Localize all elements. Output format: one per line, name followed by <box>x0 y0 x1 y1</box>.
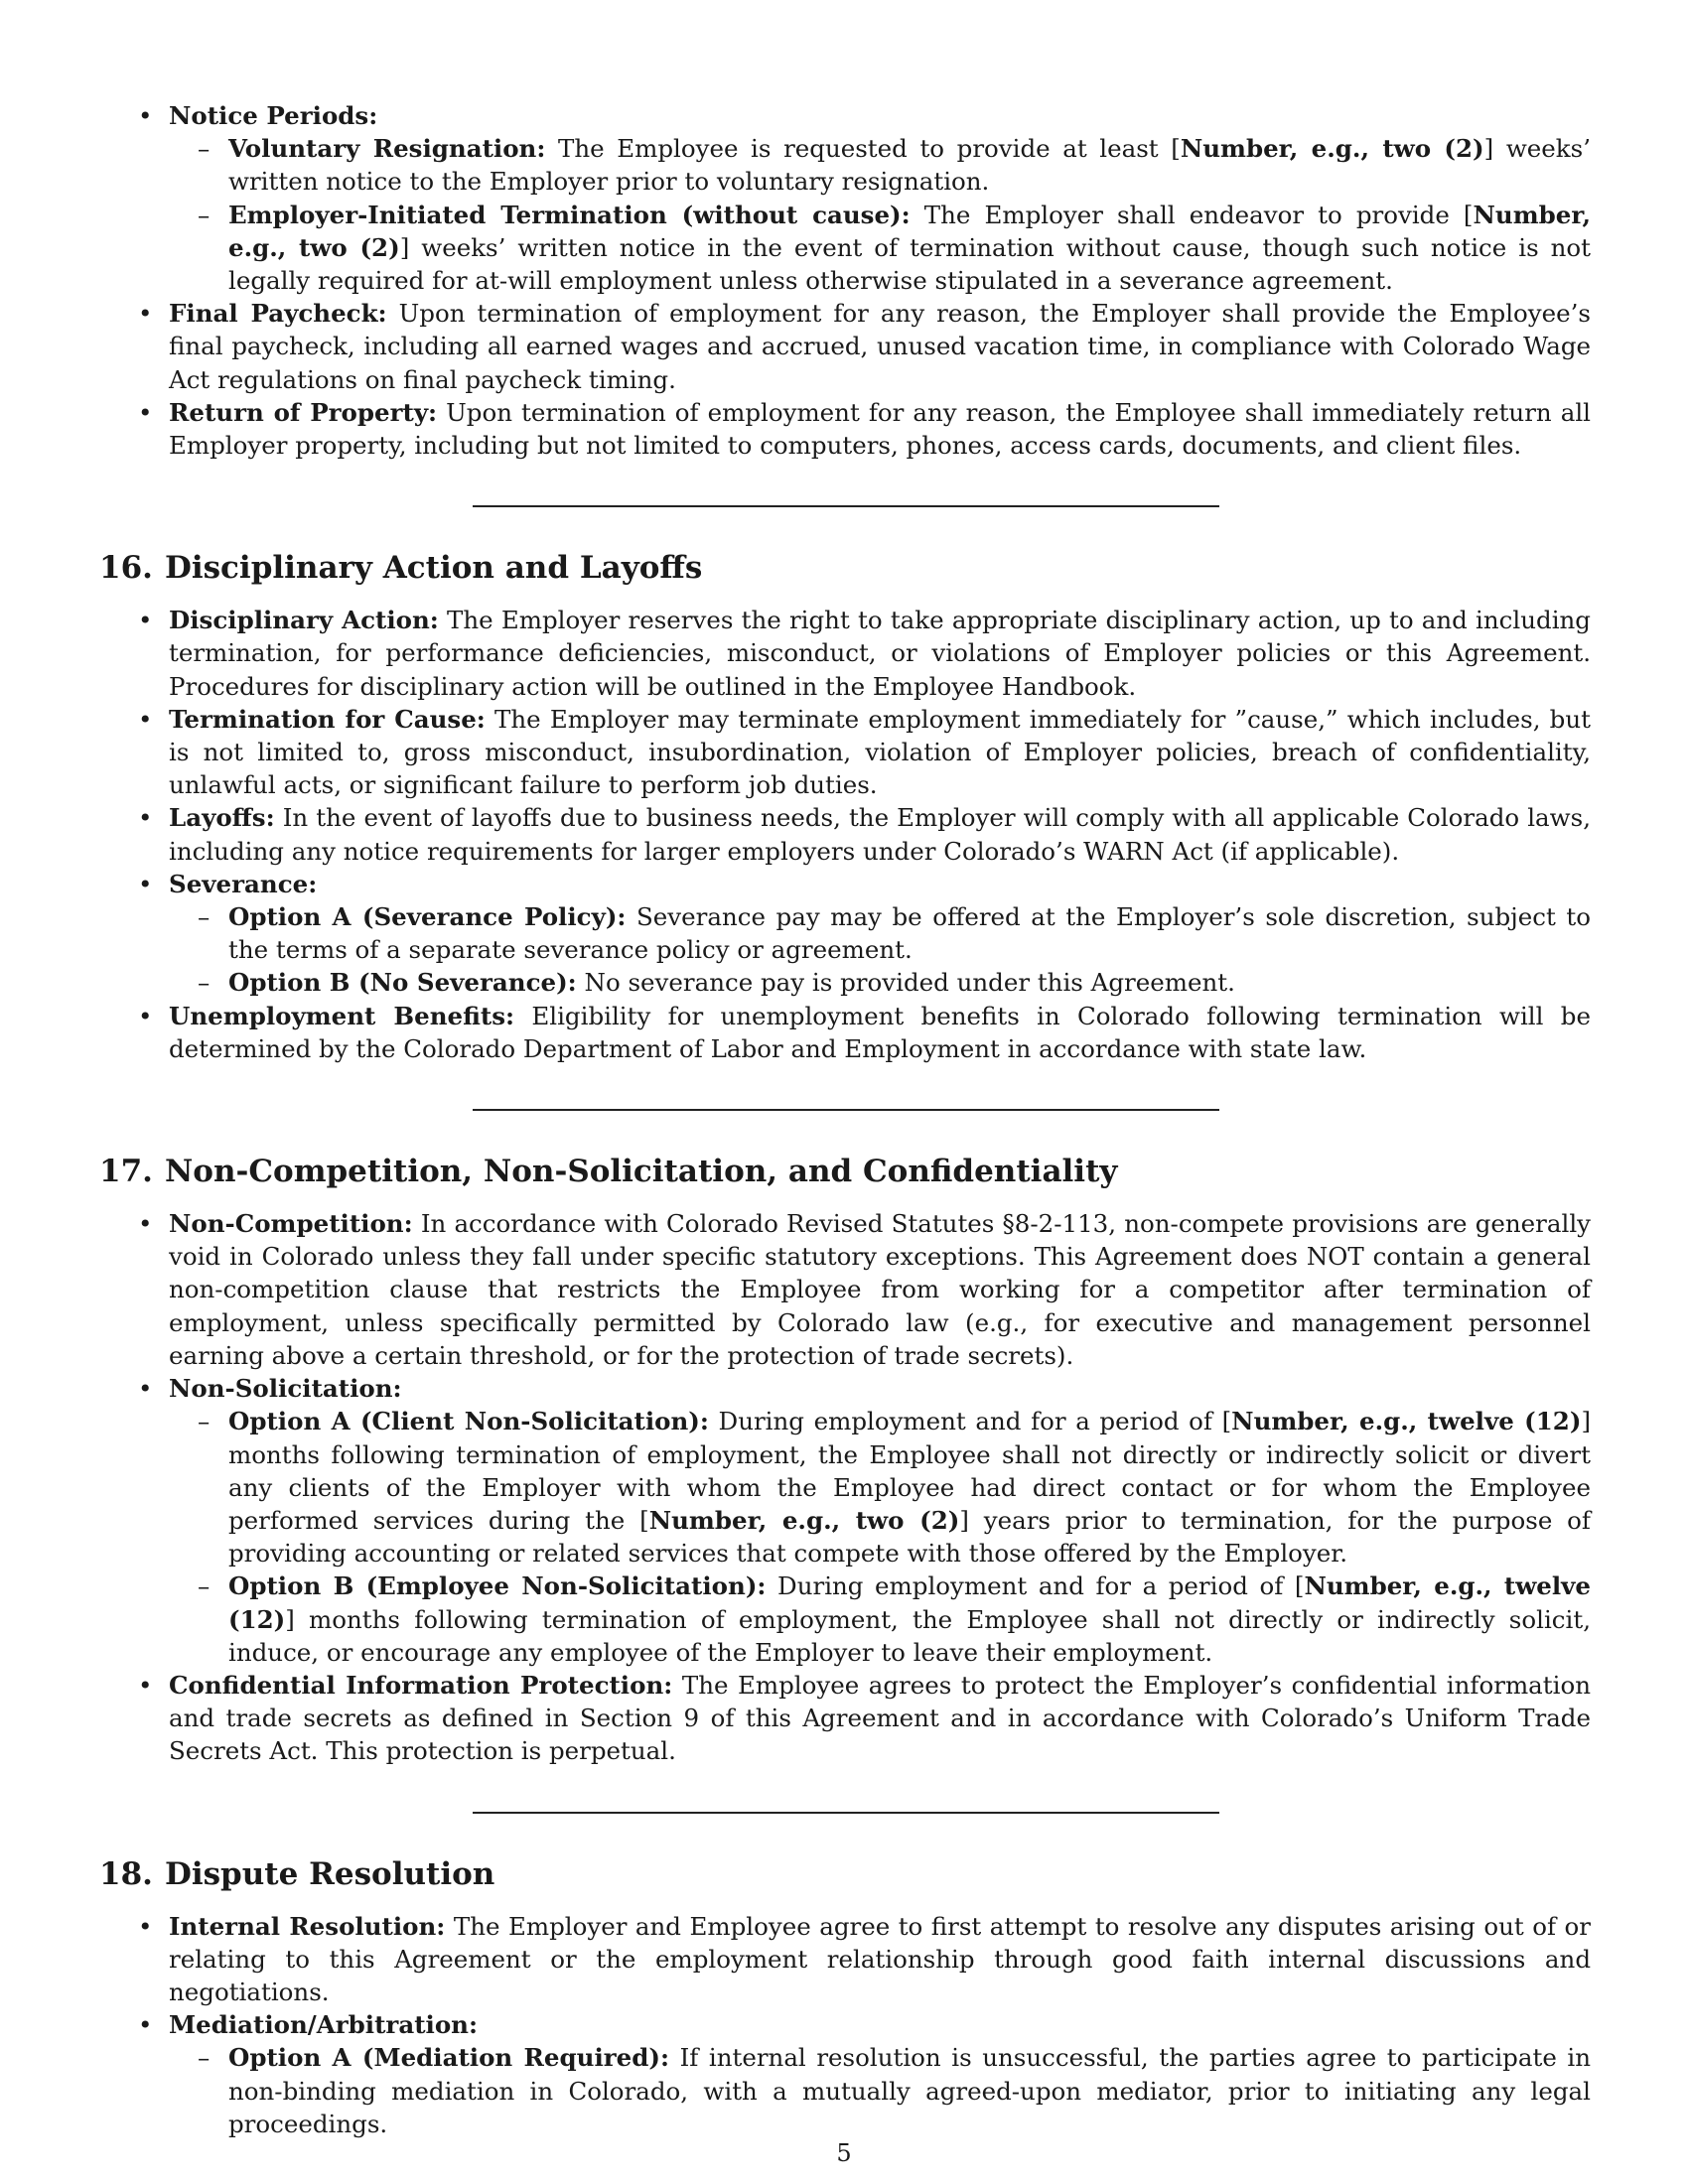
list-item-employer-initiated-termination: – Employer-Initiated Termination (without cause): The Employer shall endeavor to provide [Number, e.g., two (2)] weeks’ written notice in the event of termination without cause, though such notice is not legally required for at-will employment unless otherwise stipulated in a severance agreement. <box>169 199 1591 298</box>
list-item-termination-for-cause: • Termination for Cause: The Employer may terminate employment immediately for ”cause,” which includes, but is not limited to, gross misconduct, insubordination, violation of Employer policies, breach of confidentiality, unlawful acts, or significant failure to perform job duties. <box>99 703 1591 802</box>
list-item-confidential-information: • Confidential Information Protection: The Employee agrees to protect the Employer’s confidential information and trade secrets as defined in Section 9 of this Agreement and in accordance with Colorado’s Uniform Trade Secrets Act. This protection is perpetual. <box>99 1669 1591 1768</box>
list-item-client-non-solicitation: – Option A (Client Non-Solicitation): During employment and for a period of [Number, e.g., twelve (12)] months following termination of employment, the Employee shall not directly or indirectly solicit or divert any clients of the Employer with whom the Employee had direct contact or for whom the Employee performed services during the [Number, e.g., two (2)] years prior to termination, for the purpose of providing accounting or related services that compete with those offered by the Employer. <box>169 1405 1591 1570</box>
item-label: Employer-Initiated Termination (without cause): <box>228 200 911 229</box>
non-solicitation-sublist <box>169 1405 1591 1669</box>
item-label: Option A (Mediation Required): <box>228 2043 670 2073</box>
list-item-notice-periods <box>99 99 1591 297</box>
list-item-return-of-property: • Return of Property: Upon termination of employment for any reason, the Employee shall immediately return all Employer property, including but not limited to computers, phones, access cards, documents, and client files. <box>99 396 1591 462</box>
section-divider <box>473 1812 1219 1814</box>
item-label: Internal Resolution: <box>169 1911 446 1941</box>
list-item-disciplinary-action: • Disciplinary Action: The Employer reserves the right to take appropriate disciplinary action, up to and including termination, for performance deficiencies, misconduct, or violations of Employer policies or this Agreement. Procedures for disciplinary action will be outlined in the Employee Handbook. <box>99 604 1591 703</box>
item-label: Non-Competition: <box>169 1209 413 1239</box>
section16-list <box>99 604 1591 1065</box>
section17-list <box>99 1207 1591 1767</box>
item-label: Option A (Client Non-Solicitation): <box>228 1407 709 1436</box>
list-item-voluntary-resignation: – Voluntary Resignation: The Employee is requested to provide at least [Number, e.g., two (2)] weeks’ written notice to the Employer prior to voluntary resignation. <box>169 132 1591 198</box>
item-label: Option A (Severance Policy): <box>228 902 627 932</box>
item-label: Notice Periods: <box>169 101 378 130</box>
list-item-non-solicitation <box>99 1372 1591 1669</box>
item-label: Voluntary Resignation: <box>228 134 546 164</box>
section-divider <box>473 505 1219 507</box>
list-item-mediation-arbitration <box>99 2008 1591 2140</box>
list-item-severance-option-a: – Option A (Severance Policy): Severance pay may be offered at the Employer’s sole discretion, subject to the terms of a separate severance policy or agreement. <box>169 900 1591 966</box>
severance-sublist <box>169 900 1591 1000</box>
list-item-layoffs: • Layoffs: In the event of layoffs due to business needs, the Employer will comply with all applicable Colorado laws, including any notice requirements for larger employers under Colorado’s WARN Act (if applicable). <box>99 801 1591 867</box>
item-label: Non-Solicitation: <box>169 1374 402 1404</box>
section-heading-16: 16. Disciplinary Action and Layoffs <box>99 550 703 587</box>
item-label: Return of Property: <box>169 397 438 427</box>
list-item-mediation-option-a: – Option A (Mediation Required): If internal resolution is unsuccessful, the parties agree to participate in non-binding mediation in Colorado, with a mutually agreed-upon mediator, prior to initiating any legal proceedings. <box>169 2041 1591 2140</box>
list-item-employee-non-solicitation: – Option B (Employee Non-Solicitation): During employment and for a period of [Number, e.g., twelve (12)] months following termination of employment, the Employee shall not directly or indirectly solicit, induce, or encourage any employee of the Employer to leave their employment. <box>169 1570 1591 1669</box>
item-label: Confidential Information Protection: <box>169 1670 673 1700</box>
list-item-internal-resolution: • Internal Resolution: The Employer and Employee agree to first attempt to resolve any disputes arising out of or relating to this Agreement or the employment relationship through good faith internal discussions and negotiations. <box>99 1910 1591 2009</box>
notice-periods-sublist <box>169 132 1591 297</box>
item-label: Mediation/Arbitration: <box>169 2010 479 2040</box>
list-item-severance-option-b: – Option B (No Severance): No severance pay is provided under this Agreement. <box>169 966 1591 999</box>
item-label: Severance: <box>169 869 318 898</box>
section18-list <box>99 1910 1591 2140</box>
page-number: 5 <box>836 2139 852 2167</box>
item-label: Option B (Employee Non-Solicitation): <box>228 1571 767 1601</box>
list-item-non-competition: • Non-Competition: In accordance with Colorado Revised Statutes §8-2-113, non-compete provisions are generally void in Colorado unless they fall under specific statutory exceptions. This Agreement does NOT contain a general non-competition clause that restricts the Employee from working for a competitor after termination of employment, unless specifically permitted by Colorado law (e.g., for executive and management personnel earning above a certain threshold, or for the protection of trade secrets). <box>99 1207 1591 1372</box>
mediation-sublist <box>169 2041 1591 2140</box>
section15-continued-list <box>99 99 1591 462</box>
item-label: Unemployment Benefits: <box>169 1001 515 1030</box>
list-item-severance <box>99 868 1591 1000</box>
item-label: Disciplinary Action: <box>169 606 439 635</box>
item-label: Termination for Cause: <box>169 704 486 734</box>
section-divider <box>473 1109 1219 1111</box>
list-item-final-paycheck: • Final Paycheck: Upon termination of employment for any reason, the Employer shall provide the Employee’s final paycheck, including all earned wages and accrued, unused vacation time, in compliance with Colorado Wage Act regulations on final paycheck timing. <box>99 297 1591 396</box>
item-label: Option B (No Severance): <box>228 968 577 998</box>
item-label: Final Paycheck: <box>169 299 387 329</box>
section-heading-17: 17. Non-Competition, Non-Solicitation, and Confidentiality <box>99 1154 1118 1190</box>
item-label: Layoffs: <box>169 803 275 833</box>
list-item-unemployment-benefits: • Unemployment Benefits: Eligibility for unemployment benefits in Colorado following termination will be determined by the Colorado Department of Labor and Employment in accordance with state law. <box>99 1000 1591 1065</box>
section-heading-18: 18. Dispute Resolution <box>99 1855 495 1892</box>
